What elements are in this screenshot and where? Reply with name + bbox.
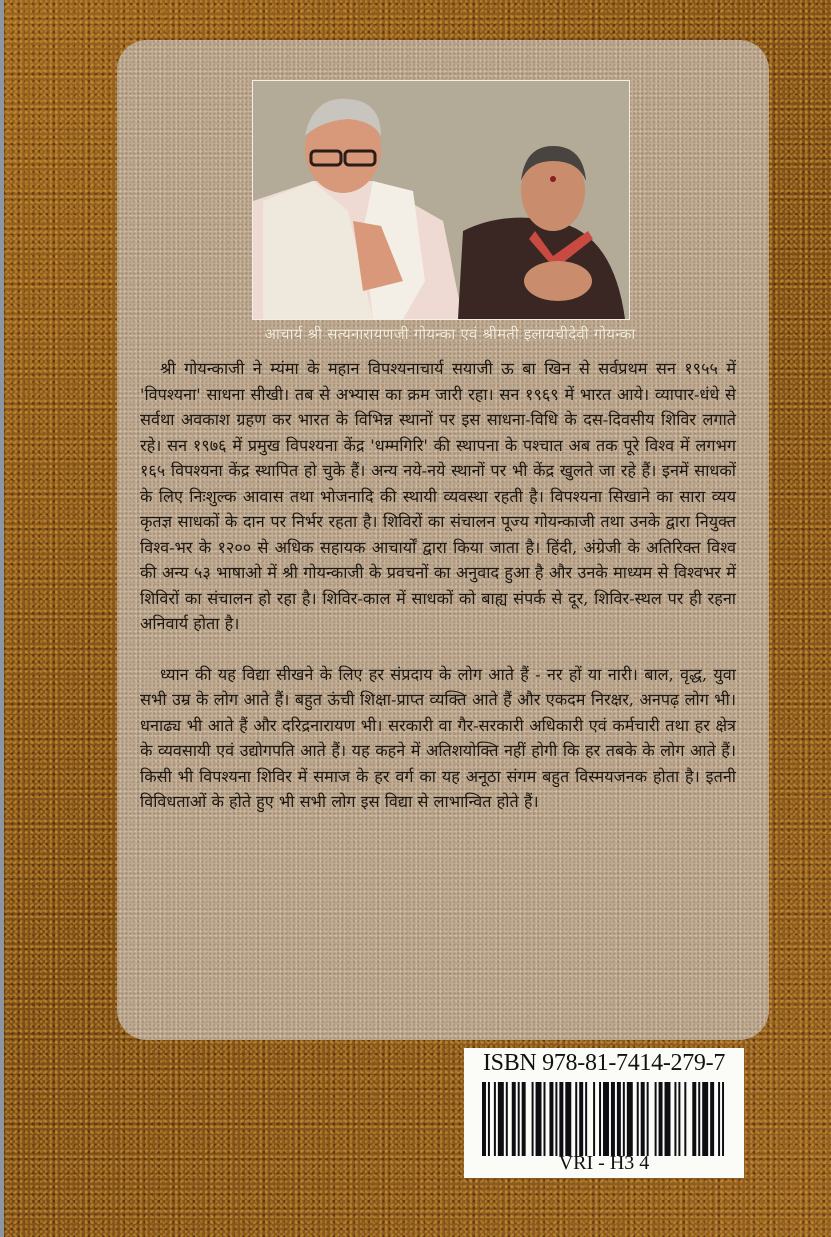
- photo-illustration: [253, 81, 629, 319]
- barcode-bars: [482, 1082, 728, 1156]
- portrait-photo: [252, 80, 630, 320]
- barcode-label: [464, 1048, 744, 1178]
- paragraph-biography: श्री गोयन्काजी ने म्यंमा के महान विपश्यनाचार्य सयाजी ऊ बा खिन से सर्वप्रथम सन १९५५ में 'विपश्यना' साधना सीखी। तब से अभ्यास का क्रम जारी रहा। सन १९६९ में भारत आये। व्यापार-धंधे से सर्वथा अवकाश ग्रहण कर भारत के विभिन्न स्थानों पर इस साधना-विधि के दस-दिवसीय शिविर लगाते रहे। सन १९७६ में प्रमुख विपश्यना केंद्र 'धम्मगिरि' की स्थापना के पश्चात अब तक पूरे विश्व में लगभग १६५ विपश्यना केंद्र स्थापित हो चुके हैं। अन्य नये-नये स्थानों पर भी केंद्र खुलते जा रहे हैं। इनमें साधकों के लिए निःशुल्क आवास तथा भोजनादि की स्थायी व्यवस्था रहती है। विपश्यना सिखाने का सारा व्यय कृतज्ञ साधकों के दान पर निर्भर रहता है। शिविरों का संचालन पूज्य गोयन्काजी तथा उनके द्वारा नियुक्त विश्व-भर के १२०० से अधिक सहायक आचार्यों द्वारा किया जाता है। हिंदी, अंग्रेजी के अतिरिक्त विश्व की अन्य ५३ भाषाओ में श्री गोयन्काजी के प्रवचनों का अनुवाद हुआ है और उनके माध्यम से विश्वभर में शिविरों का संचालन हो रहा है। शिविर-काल में साधकों को बाह्य संपर्क से दूर, शिविर-स्थल पर ही रहना अनिवार्य होता है।: [140, 359, 736, 633]
- publisher-code: VRI - H3 4: [558, 1152, 650, 1174]
- spine-edge: [0, 0, 4, 1237]
- isbn-text: ISBN 978-81-7414-279-7: [482, 1050, 726, 1076]
- description-text: [140, 356, 736, 815]
- paragraph-participants: ध्यान की यह विद्या सीखने के लिए हर संप्रदाय के लोग आते हैं - नर हों या नारी। बाल, वृद्ध, युवा सभी उम्र के लोग आते हैं। बहुत ऊंची शिक्षा-प्राप्त व्यक्ति आते हैं और एकदम निरक्षर, अनपढ़ लोग भी। धनाढ्य भी आते हैं और दरिद्रनारायण भी। सरकारी वा गैर-सरकारी अधिकारी एवं कर्मचारी तथा हर क्षेत्र के व्यवसायी एवं उद्योगपति आते हैं। यह कहने में अतिशयोक्ति नहीं होगी कि हर तबके के लोग आते हैं। किसी भी विपश्यना शिविर में समाज के हर वर्ग का यह अनूठा संगम बहुत विस्मयजनक होता है। इतनी विविधताओं के होते हुए भी सभी लोग इस विद्या से लाभान्वित होते हैं।: [140, 664, 736, 811]
- photo-caption: आचार्य श्री सत्यनारायणजी गोयन्का एवं श्रीमती इलायचीदेवी गोयन्का: [264, 325, 636, 343]
